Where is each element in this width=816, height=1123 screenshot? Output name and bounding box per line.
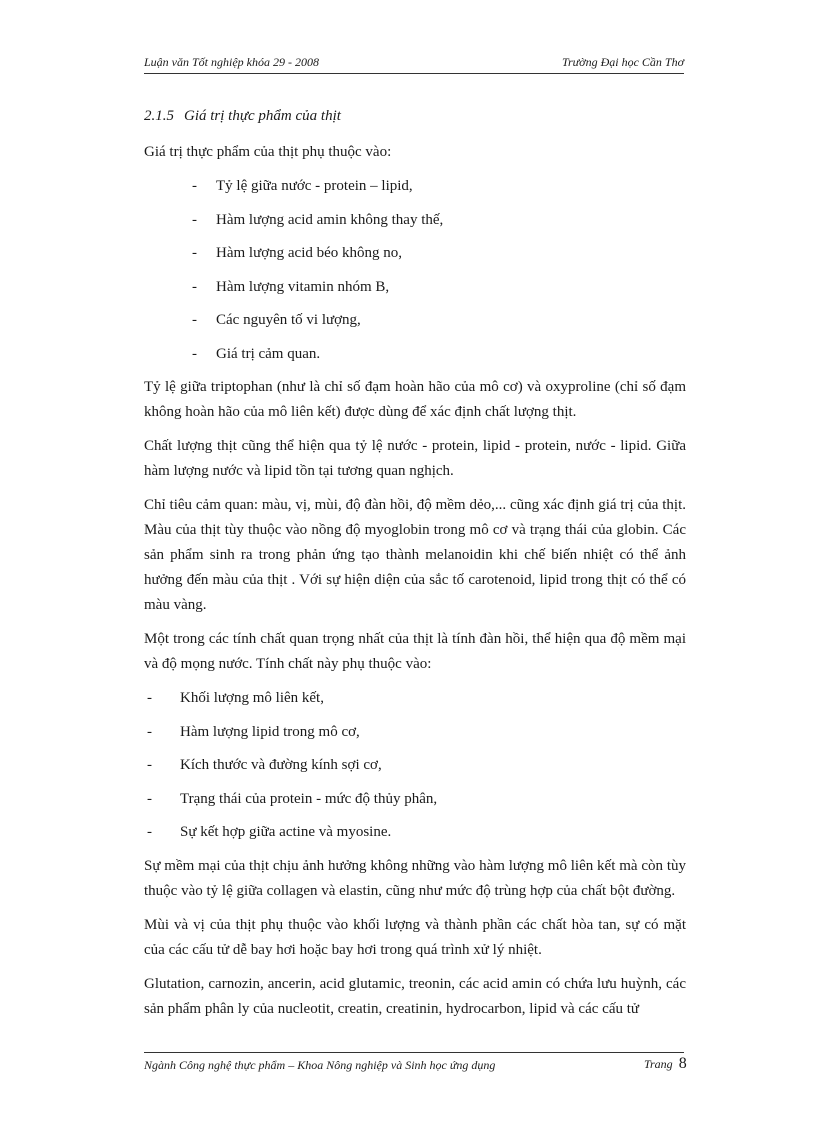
list-item	[144, 686, 686, 711]
paragraph: Chất lượng thịt cũng thể hiện qua tỷ lệ nước - protein, lipid - protein, nước - lipid. Giữa hàm lượng nước và lipid tồn tại tương quan nghịch.	[144, 438, 686, 479]
paragraph: Chỉ tiêu cảm quan: màu, vị, mùi, độ đàn hồi, độ mềm dẻo,... cũng xác định giá trị của thịt. Màu của thịt tùy thuộc vào nồng độ myoglobin trong mô cơ và trạng thái của globin. Các sản phẩm sinh ra trong phản ứng tạo thành melanoidin khi chế biến nhiệt có thể ảnh hưởng đến màu của thịt . Với sự hiện diện của sắc tố carotenoid, lipid trong thịt có thể có màu vàng.	[144, 497, 686, 613]
list-item-text: Sự kết hợp giữa actine và myosine.	[180, 824, 392, 840]
list-item-text: Các nguyên tố vi lượng,	[216, 312, 361, 328]
section-title: Giá trị thực phẩm của thịt	[184, 108, 341, 124]
list-item	[144, 720, 686, 745]
section-heading	[144, 104, 686, 129]
intro-paragraph: Giá trị thực phẩm của thịt phụ thuộc vào:	[144, 144, 392, 160]
value-factors-list	[144, 174, 686, 367]
list-item-text: Hàm lượng lipid trong mô cơ,	[180, 723, 360, 740]
list-dash: -	[192, 245, 197, 261]
page-label: Trang	[644, 1057, 673, 1071]
page-number	[644, 1055, 687, 1073]
footer-department: Ngành Công nghệ thực phẩm – Khoa Nông nghiệp và Sinh học ứng dụng	[144, 1058, 496, 1072]
list-item-text: Kích thước và đường kính sợi cơ,	[180, 757, 382, 773]
list-dash: -	[192, 312, 197, 328]
list-item	[144, 308, 686, 333]
list-item-text: Khối lượng mô liên kết,	[180, 690, 324, 706]
list-item-text: Hàm lượng acid amin không thay thế,	[216, 211, 444, 228]
list-dash: -	[192, 345, 197, 362]
list-dash: -	[192, 178, 197, 194]
list-item	[144, 208, 686, 233]
section-number: 2.1.5	[144, 108, 174, 124]
list-item	[144, 753, 686, 778]
list-item	[144, 241, 686, 266]
paragraph: Glutation, carnozin, ancerin, acid glutamic, treonin, các acid amin có chứa lưu huỳnh, các sản phẩm phân ly của nucleotit, creatin, creatinin, hydrocarbon, lipid và các cấu tử	[144, 975, 686, 1017]
list-item-text: Hàm lượng vitamin nhóm B,	[216, 278, 390, 295]
list-dash: -	[147, 690, 152, 706]
list-dash: -	[192, 211, 197, 228]
list-item-text: Hàm lượng acid béo không no,	[216, 245, 403, 261]
list-dash: -	[147, 723, 152, 740]
list-dash: -	[192, 278, 197, 295]
list-item	[144, 342, 686, 367]
header-university: Trường Đại học Cần Thơ	[561, 55, 684, 69]
paragraph: Mùi và vị của thịt phụ thuộc vào khối lượng và thành phần các chất hòa tan, sự có mặt của các cấu tử dễ bay hơi hoặc bay hơi trong quá trình xử lý nhiệt.	[144, 916, 686, 958]
paragraph: Sự mềm mại của thịt chịu ảnh hưởng không những vào hàm lượng mô liên kết mà còn tùy thuộc vào tỷ lệ giữa collagen và elastin, cũng như mức độ trùng hợp của chất bột đường.	[144, 857, 686, 899]
list-dash: -	[147, 790, 152, 807]
page-footer	[144, 1052, 687, 1077]
page-content	[144, 104, 686, 1031]
header-thesis-title: Luận văn Tốt nghiệp khóa 29 - 2008	[144, 55, 319, 69]
list-dash: -	[147, 757, 152, 773]
list-item	[144, 820, 686, 845]
elasticity-factors-list	[144, 686, 686, 845]
list-item	[144, 275, 686, 300]
list-item-text: Trạng thái của protein - mức độ thủy phân,	[180, 790, 438, 807]
list-item	[144, 174, 686, 199]
list-dash: -	[147, 824, 152, 840]
list-item	[144, 787, 686, 812]
page-number-value: 8	[678, 1055, 687, 1072]
page-header	[144, 55, 684, 74]
list-item-text: Giá trị cảm quan.	[216, 345, 321, 362]
paragraph: Một trong các tính chất quan trọng nhất của thịt là tính đàn hồi, thể hiện qua độ mềm mại và độ mọng nước. Tính chất này phụ thuộc vào:	[144, 631, 686, 672]
list-item-text: Tỷ lệ giữa nước - protein – lipid,	[216, 178, 413, 194]
paragraph: Tỷ lệ giữa triptophan (như là chỉ số đạm hoàn hão của mô cơ) và oxyproline (chỉ số đạm không hoàn hão của mô liên kết) được dùng để xác định chất lượng thịt.	[144, 379, 686, 420]
